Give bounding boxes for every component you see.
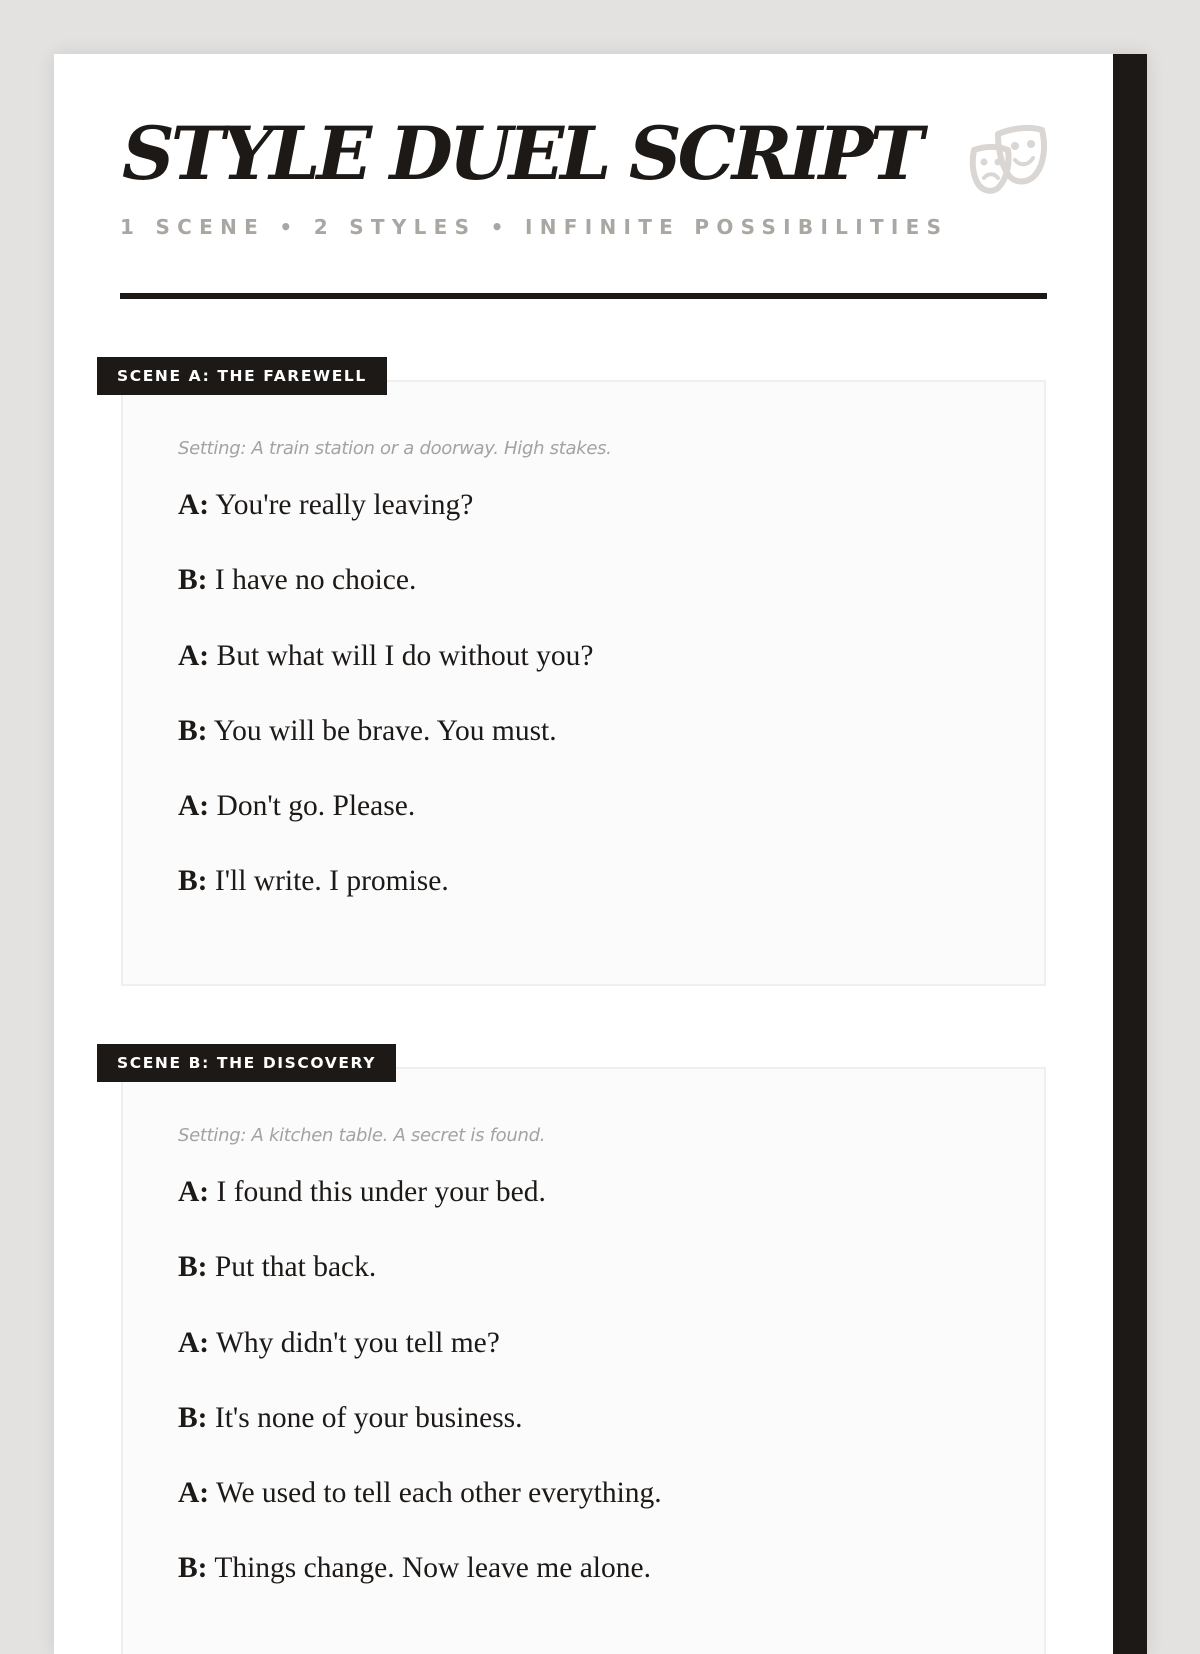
dialogue-line xyxy=(178,789,593,864)
scene-b-dialogue xyxy=(178,1175,662,1627)
speaker-label: A: xyxy=(178,1477,210,1510)
page-title: STYLE DUEL SCRIPT xyxy=(122,111,920,197)
speaker-label: B: xyxy=(178,1251,208,1284)
line-text: Things change. Now leave me alone. xyxy=(214,1552,651,1585)
scene-a-panel xyxy=(121,380,1046,986)
speaker-label: B: xyxy=(178,564,208,597)
line-text: We used to tell each other everything. xyxy=(215,1477,662,1510)
scene-b-setting: Setting: A kitchen table. A secret is found. xyxy=(178,1125,546,1146)
page-tagline: 1 SCENE • 2 STYLES • INFINITE POSSIBILITIES xyxy=(120,215,949,239)
theater-masks-icon xyxy=(968,120,1050,198)
dialogue-line xyxy=(178,864,593,939)
page-spine xyxy=(1113,54,1147,1654)
speaker-label: A: xyxy=(178,790,210,823)
header-divider xyxy=(120,293,1047,299)
dialogue-line xyxy=(178,1175,662,1250)
dialogue-line xyxy=(178,563,593,638)
line-text: But what will I do without you? xyxy=(216,639,594,672)
line-text: It's none of your business. xyxy=(214,1401,523,1434)
scene-a-setting: Setting: A train station or a doorway. High stakes. xyxy=(178,438,612,459)
dialogue-line xyxy=(178,714,593,789)
speaker-label: A: xyxy=(178,1326,210,1359)
speaker-label: B: xyxy=(178,865,208,898)
speaker-label: A: xyxy=(178,1176,210,1208)
line-text: I found this under your bed. xyxy=(216,1176,546,1208)
script-page xyxy=(54,54,1147,1654)
scene-a-dialogue xyxy=(178,488,593,940)
dialogue-line xyxy=(178,1476,662,1551)
speaker-label: A: xyxy=(178,489,210,521)
speaker-label: B: xyxy=(178,1401,208,1434)
line-text: Put that back. xyxy=(214,1251,377,1284)
dialogue-line xyxy=(178,1326,662,1401)
line-text: You will be brave. You must. xyxy=(213,714,557,747)
speaker-label: B: xyxy=(178,1552,208,1585)
dialogue-line xyxy=(178,1250,662,1325)
dialogue-line xyxy=(178,639,593,714)
scene-b-panel xyxy=(121,1067,1046,1654)
dialogue-line xyxy=(178,488,593,563)
scene-b-tag: SCENE B: THE DISCOVERY xyxy=(97,1044,396,1082)
line-text: I have no choice. xyxy=(214,564,417,597)
line-text: I'll write. I promise. xyxy=(214,865,449,898)
line-text: Why didn't you tell me? xyxy=(215,1326,500,1359)
dialogue-line xyxy=(178,1551,662,1626)
dialogue-line xyxy=(178,1401,662,1476)
line-text: Don't go. Please. xyxy=(216,790,416,823)
scene-a-tag: SCENE A: THE FAREWELL xyxy=(97,357,387,395)
speaker-label: B: xyxy=(178,714,208,747)
line-text: You're really leaving? xyxy=(215,489,474,521)
speaker-label: A: xyxy=(178,639,210,672)
